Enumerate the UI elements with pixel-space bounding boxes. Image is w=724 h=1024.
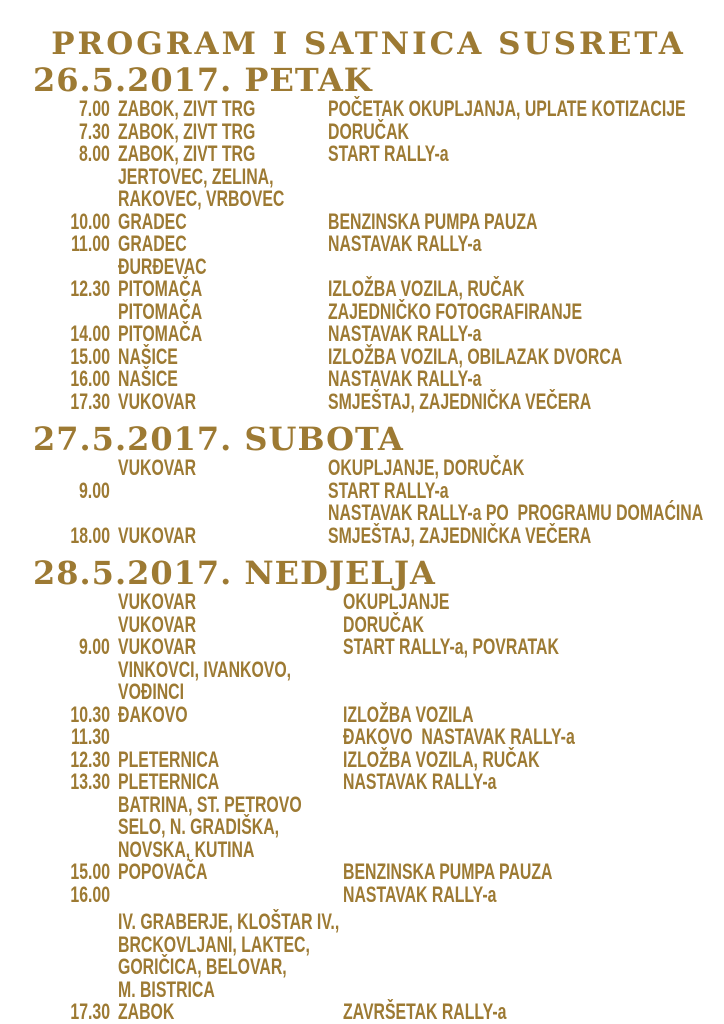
time-cell xyxy=(33,839,110,862)
location-cell xyxy=(110,909,340,934)
time-text: 17.30 xyxy=(70,999,110,1024)
time-cell xyxy=(33,143,110,166)
schedule-row xyxy=(33,253,704,279)
activity-cell xyxy=(328,681,704,704)
day-section xyxy=(33,421,704,547)
location-cell xyxy=(110,726,328,749)
activity-text: OKUPLJANJE, DORUČAK xyxy=(328,455,525,480)
location-cell xyxy=(110,1001,328,1024)
activity-cell xyxy=(328,166,704,189)
activity-text: BENZINSKA PUMPA PAUZA xyxy=(328,208,538,234)
schedule-row xyxy=(33,726,704,749)
time-cell xyxy=(33,591,110,614)
schedule-row xyxy=(33,656,704,682)
location-text: BRCKOVLJANI, LAKTEC, xyxy=(118,931,310,957)
schedule-row xyxy=(33,746,704,772)
location-text: PITOMAČA xyxy=(118,276,203,301)
location-cell xyxy=(110,163,328,189)
location-cell xyxy=(110,636,328,659)
activity-cell xyxy=(328,839,704,862)
location-cell xyxy=(110,98,328,121)
activity-text: ĐAKOVO NASTAVAK RALLY-a xyxy=(343,724,575,749)
time-text: 16.00 xyxy=(70,366,110,391)
location-cell xyxy=(110,656,328,682)
time-text: 8.00 xyxy=(79,141,110,166)
time-text: 11.30 xyxy=(71,724,110,749)
activity-cell xyxy=(328,208,704,234)
day-heading: 28.5.2017. NEDJELJA xyxy=(33,554,436,592)
activity-text: DORUČAK xyxy=(343,611,424,637)
time-cell xyxy=(33,979,110,1002)
location-cell xyxy=(110,143,328,166)
time-cell xyxy=(33,746,110,772)
location-text: VUKOVAR xyxy=(118,522,197,548)
time-cell xyxy=(33,233,110,256)
activity-cell xyxy=(328,881,704,907)
location-text: VUKOVAR xyxy=(118,589,197,614)
activity-cell xyxy=(328,323,704,346)
location-cell xyxy=(110,931,328,957)
time-text: 13.30 xyxy=(70,769,110,794)
location-text: VUKOVAR xyxy=(118,455,197,480)
location-cell xyxy=(110,188,328,211)
location-cell xyxy=(110,388,328,414)
schedule-row xyxy=(33,343,704,369)
schedule-row xyxy=(33,502,704,525)
day-section xyxy=(33,555,704,1024)
time-text: 7.00 xyxy=(79,96,110,121)
time-cell xyxy=(33,681,110,704)
time-cell xyxy=(33,256,110,279)
time-cell xyxy=(33,301,110,324)
schedule-row xyxy=(33,522,704,548)
location-text: ĐURĐEVAC xyxy=(118,253,207,279)
day-rows xyxy=(33,591,704,1024)
activity-text: BENZINSKA PUMPA PAUZA xyxy=(343,859,553,884)
day-heading: 27.5.2017. SUBOTA xyxy=(33,420,404,458)
activity-text: NASTAVAK RALLY-a PO PROGRAMU DOMAĆINA xyxy=(328,500,704,525)
schedule-row xyxy=(33,591,704,614)
schedule-row xyxy=(33,976,704,1002)
location-cell xyxy=(110,480,328,503)
location-text: VINKOVCI, IVANKOVO, xyxy=(118,656,292,682)
time-cell xyxy=(33,388,110,414)
activity-cell xyxy=(328,502,724,525)
time-text: 15.00 xyxy=(70,343,110,369)
location-text: BATRINA, ST. PETROVO xyxy=(118,791,302,817)
activity-cell xyxy=(328,956,704,979)
activity-cell xyxy=(328,118,704,144)
schedule-row xyxy=(33,861,704,884)
schedule-row xyxy=(33,1001,704,1024)
location-cell xyxy=(110,233,328,256)
schedule-row xyxy=(33,931,704,957)
location-text: PLETERNICA xyxy=(118,769,220,794)
activity-text: NASTAVAK RALLY-a xyxy=(343,769,497,794)
location-text: PLETERNICA xyxy=(118,746,220,772)
location-text: VUKOVAR xyxy=(118,611,197,637)
activity-cell xyxy=(328,659,704,682)
activity-cell xyxy=(328,188,704,211)
schedule-row xyxy=(33,477,704,503)
location-text: SELO, N. GRADIŠKA, xyxy=(118,814,280,839)
activity-cell xyxy=(328,911,704,934)
time-cell xyxy=(33,98,110,121)
location-text: M. BISTRICA xyxy=(118,976,215,1002)
schedule-row xyxy=(33,298,704,324)
activity-text: ZAVRŠETAK RALLY-a xyxy=(343,999,507,1024)
activity-cell xyxy=(328,591,704,614)
location-text: GORIČICA, BELOVAR, xyxy=(118,954,287,979)
schedule-row xyxy=(33,143,704,166)
schedule-row xyxy=(33,881,704,907)
activity-text: NASTAVAK RALLY-a xyxy=(343,881,497,907)
time-text: 10.30 xyxy=(70,701,110,727)
schedule-row xyxy=(33,118,704,144)
time-cell xyxy=(33,816,110,839)
activity-cell xyxy=(328,794,704,817)
activity-cell xyxy=(328,726,704,749)
time-cell xyxy=(33,956,110,979)
time-text: 9.00 xyxy=(79,634,110,659)
time-cell xyxy=(33,208,110,234)
activity-cell xyxy=(328,771,704,794)
time-cell xyxy=(33,1001,110,1024)
activity-text: DORUČAK xyxy=(328,118,409,144)
time-cell xyxy=(33,166,110,189)
time-cell xyxy=(33,636,110,659)
activity-cell xyxy=(328,98,724,121)
location-cell xyxy=(110,253,328,279)
activity-cell xyxy=(328,477,704,503)
activity-text: IZLOŽBA VOZILA, OBILAZAK DVORCA xyxy=(328,343,623,369)
day-rows xyxy=(33,457,704,547)
activity-cell xyxy=(328,1001,704,1024)
schedule-row xyxy=(33,816,704,839)
activity-text: SMJEŠTAJ, ZAJEDNIČKA VEČERA xyxy=(328,388,592,414)
schedule-row xyxy=(33,611,704,637)
location-text: PITOMAČA xyxy=(118,298,203,324)
location-text: ĐAKOVO xyxy=(118,701,188,727)
location-text: VOĐINCI xyxy=(118,679,185,704)
time-cell xyxy=(33,701,110,727)
location-text: IV. GRABERJE, KLOŠTAR IV., xyxy=(118,909,340,934)
schedule-row xyxy=(33,278,704,301)
time-text: 12.30 xyxy=(70,276,110,301)
location-cell xyxy=(110,502,328,525)
location-cell xyxy=(110,816,328,839)
schedule-row xyxy=(33,956,704,979)
time-cell xyxy=(33,659,110,682)
activity-text: OKUPLJANJE xyxy=(343,589,450,614)
page-title: PROGRAM I SATNICA SUSRETA xyxy=(51,26,686,62)
location-text: RAKOVEC, VRBOVEC xyxy=(118,186,285,211)
time-cell xyxy=(33,343,110,369)
time-cell xyxy=(33,502,110,525)
time-cell xyxy=(33,771,110,794)
activity-text: IZLOŽBA VOZILA, RUČAK xyxy=(343,746,540,772)
time-text: 10.00 xyxy=(70,208,110,234)
activity-cell xyxy=(328,298,704,324)
activity-cell xyxy=(328,256,704,279)
activity-text: NASTAVAK RALLY-a xyxy=(328,231,482,256)
location-cell xyxy=(110,701,328,727)
time-text: 15.00 xyxy=(70,859,110,884)
schedule-row xyxy=(33,771,704,794)
time-cell xyxy=(33,911,110,934)
location-cell xyxy=(110,298,328,324)
activity-cell xyxy=(328,701,704,727)
location-cell xyxy=(110,208,328,234)
activity-text: IZLOŽBA VOZILA xyxy=(343,701,474,727)
location-cell xyxy=(110,457,328,480)
location-text: POPOVAČA xyxy=(118,859,208,884)
schedule-row xyxy=(33,208,704,234)
location-text: ZABOK xyxy=(118,999,175,1024)
location-text: NOVSKA, KUTINA xyxy=(118,836,255,862)
schedule-row xyxy=(33,636,704,659)
activity-cell xyxy=(328,979,704,1002)
activity-cell xyxy=(328,233,704,256)
location-cell xyxy=(110,343,328,369)
activity-text: NASTAVAK RALLY-a xyxy=(328,366,482,391)
location-cell xyxy=(110,591,328,614)
schedule-row xyxy=(33,233,704,256)
location-cell xyxy=(110,956,328,979)
location-text: ZABOK, ZIVT TRG xyxy=(118,96,256,121)
time-cell xyxy=(33,188,110,211)
location-cell xyxy=(110,323,328,346)
time-cell xyxy=(33,794,110,817)
schedule-row xyxy=(33,457,704,480)
time-cell xyxy=(33,881,110,907)
location-cell xyxy=(110,884,328,907)
activity-text: NASTAVAK RALLY-a xyxy=(328,321,482,346)
location-text: ZABOK, ZIVT TRG xyxy=(118,141,256,166)
schedule-row xyxy=(33,701,704,727)
schedule-row xyxy=(33,791,704,817)
location-text: ZABOK, ZIVT TRG xyxy=(118,118,256,144)
location-cell xyxy=(110,746,328,772)
activity-cell xyxy=(328,636,704,659)
location-cell xyxy=(110,791,328,817)
activity-cell xyxy=(328,343,724,369)
time-cell xyxy=(33,726,110,749)
location-cell xyxy=(110,368,328,391)
time-cell xyxy=(33,477,110,503)
activity-text: ZAJEDNIČKO FOTOGRAFIRANJE xyxy=(328,298,583,324)
time-cell xyxy=(33,934,110,957)
schedule-sections xyxy=(33,62,704,1024)
location-cell xyxy=(110,522,328,548)
schedule-row xyxy=(33,836,704,862)
location-cell xyxy=(110,681,328,704)
schedule-row xyxy=(33,163,704,189)
location-text: NAŠICE xyxy=(118,343,178,369)
location-text: PITOMAČA xyxy=(118,321,203,346)
time-cell xyxy=(33,368,110,391)
time-cell xyxy=(33,323,110,346)
activity-cell xyxy=(328,522,704,548)
activity-cell xyxy=(328,388,704,414)
activity-text: SMJEŠTAJ, ZAJEDNIČKA VEČERA xyxy=(328,522,592,548)
activity-text: START RALLY-a, POVRATAK xyxy=(343,634,559,659)
time-text: 16.00 xyxy=(70,881,110,907)
day-heading: 26.5.2017. PETAK xyxy=(33,61,373,99)
activity-cell xyxy=(328,457,704,480)
location-cell xyxy=(110,771,328,794)
activity-text: IZLOŽBA VOZILA, RUČAK xyxy=(328,276,525,301)
time-cell xyxy=(33,861,110,884)
time-text: 11.00 xyxy=(71,231,110,256)
time-cell xyxy=(33,522,110,548)
location-text: GRADEC xyxy=(118,208,187,234)
time-cell xyxy=(33,614,110,637)
activity-text: POČETAK OKUPLJANJA, UPLATE KOTIZACIJE xyxy=(328,96,686,121)
day-rows xyxy=(33,98,704,413)
activity-cell xyxy=(328,746,704,772)
time-cell xyxy=(33,118,110,144)
time-text: 18.00 xyxy=(70,522,110,548)
day-section xyxy=(33,62,704,413)
location-cell xyxy=(110,976,328,1002)
time-text: 14.00 xyxy=(70,321,110,346)
schedule-row xyxy=(33,98,704,121)
time-cell xyxy=(33,278,110,301)
activity-cell xyxy=(328,611,704,637)
schedule-row xyxy=(33,911,704,934)
location-cell xyxy=(110,278,328,301)
schedule-row xyxy=(33,368,704,391)
location-cell xyxy=(110,611,328,637)
location-cell xyxy=(110,861,328,884)
location-cell xyxy=(110,836,328,862)
schedule-row xyxy=(33,681,704,704)
time-cell xyxy=(33,457,110,480)
activity-cell xyxy=(328,143,704,166)
activity-text: START RALLY-a xyxy=(328,141,449,166)
time-text: 17.30 xyxy=(70,388,110,414)
activity-text: START RALLY-a xyxy=(328,477,449,503)
schedule-row xyxy=(33,388,704,414)
location-text: JERTOVEC, ZELINA, xyxy=(118,163,274,189)
time-text: 12.30 xyxy=(70,746,110,772)
location-text: VUKOVAR xyxy=(118,634,197,659)
schedule-row xyxy=(33,188,704,211)
activity-cell xyxy=(328,816,704,839)
location-text: GRADEC xyxy=(118,231,187,256)
activity-cell xyxy=(328,368,704,391)
time-text: 7.30 xyxy=(79,118,110,144)
time-text: 9.00 xyxy=(79,477,110,503)
location-text: NAŠICE xyxy=(118,366,178,391)
activity-cell xyxy=(328,278,704,301)
location-cell xyxy=(110,118,328,144)
schedule-row xyxy=(33,323,704,346)
activity-cell xyxy=(328,861,704,884)
location-text: VUKOVAR xyxy=(118,388,197,414)
activity-cell xyxy=(328,934,704,957)
